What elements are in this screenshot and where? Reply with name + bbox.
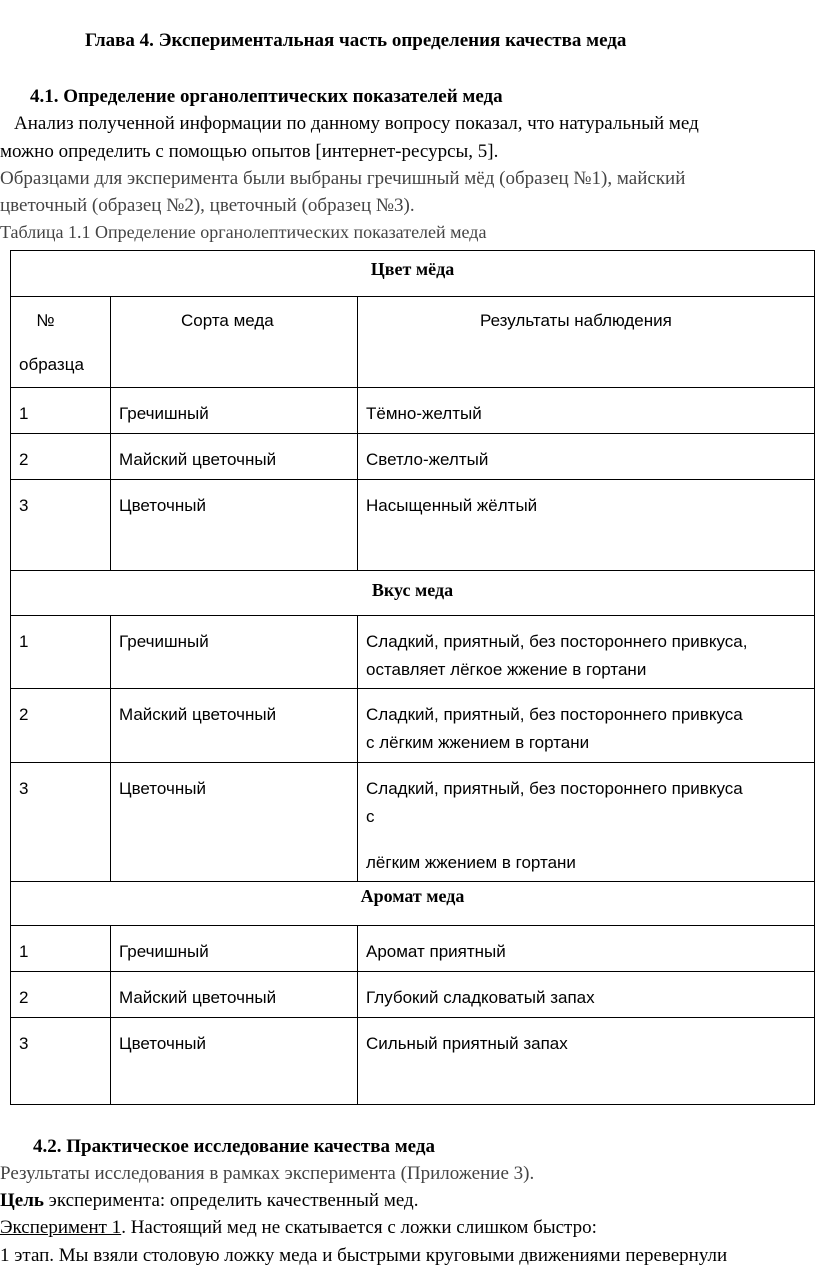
- cell-result: [358, 689, 815, 763]
- paragraph-line: цветочный (образец №2), цветочный (образец №3).: [0, 195, 415, 216]
- section-title-aroma: Аромат меда: [11, 882, 815, 926]
- table-row: [11, 616, 815, 689]
- cell-result: [358, 763, 815, 882]
- cell-result: Глубокий сладковатый запах: [358, 972, 815, 1018]
- cell-num: 3: [11, 763, 111, 882]
- cell-result-line: с: [366, 807, 375, 826]
- header-variety: Сорта меда: [111, 297, 358, 388]
- cell-num: 2: [11, 689, 111, 763]
- cell-result-line: с лёгким жжением в гортани: [366, 733, 590, 752]
- cell-result-line: лёгким жжением в гортани: [366, 853, 576, 872]
- section-title-taste: Вкус меда: [11, 571, 815, 616]
- table-row: [11, 434, 815, 480]
- section-title-color: Цвет мёда: [11, 251, 815, 297]
- header-num-symbol: №: [36, 311, 55, 330]
- cell-result: [358, 616, 815, 689]
- table-header-row: [11, 297, 815, 388]
- experiment-text: . Настоящий мед не скатывается с ложки слишком быстро:: [121, 1217, 597, 1238]
- goal-text: эксперимента: определить качественный мед.: [43, 1190, 419, 1211]
- header-results: Результаты наблюдения: [358, 297, 815, 388]
- cell-result: Насыщенный жёлтый: [358, 480, 815, 571]
- cell-num: 2: [11, 972, 111, 1018]
- paragraph-line: Анализ полученной информации по данному вопросу показал, что натуральный мед: [14, 113, 699, 134]
- paragraph-line: Образцами для эксперимента были выбраны гречишный мёд (образец №1), майский: [0, 168, 686, 189]
- cell-num: 1: [11, 926, 111, 972]
- cell-result: Светло-желтый: [358, 434, 815, 480]
- section-heading-4-2: 4.2. Практическое исследование качества меда: [33, 1136, 435, 1157]
- chapter-title: Глава 4. Экспериментальная часть определения качества меда: [85, 30, 627, 51]
- table-section-row: [11, 571, 815, 616]
- cell-result-line: Сладкий, приятный, без постороннего привкуса: [366, 779, 743, 798]
- header-sample-number: [11, 297, 111, 388]
- cell-result-line: оставляет лёгкое жжение в гортани: [366, 660, 647, 679]
- cell-variety: Майский цветочный: [111, 972, 358, 1018]
- table-row: [11, 388, 815, 434]
- table-section-row: [11, 251, 815, 297]
- cell-result: Аромат приятный: [358, 926, 815, 972]
- goal-label: Цель: [0, 1190, 44, 1211]
- goal-line: [0, 1190, 418, 1212]
- cell-variety: Цветочный: [111, 480, 358, 571]
- cell-result: Тёмно-желтый: [358, 388, 815, 434]
- cell-result: Сильный приятный запах: [358, 1018, 815, 1105]
- cell-variety: Гречишный: [111, 926, 358, 972]
- table-row: [11, 689, 815, 763]
- cell-variety: Гречишный: [111, 616, 358, 689]
- cell-num: 1: [11, 616, 111, 689]
- table-section-row: [11, 882, 815, 926]
- paragraph-line: 1 этап. Мы взяли столовую ложку меда и быстрыми круговыми движениями перевернули: [0, 1245, 728, 1266]
- cell-result-line: Сладкий, приятный, без постороннего привкуса: [366, 705, 743, 724]
- cell-num: 3: [11, 1018, 111, 1105]
- experiment-line: [0, 1217, 597, 1239]
- cell-num: 3: [11, 480, 111, 571]
- paragraph-line: Результаты исследования в рамках эксперимента (Приложение 3).: [0, 1163, 535, 1184]
- section-heading-4-1: 4.1. Определение органолептических показателей меда: [30, 86, 503, 107]
- cell-variety: Цветочный: [111, 763, 358, 882]
- cell-num: 1: [11, 388, 111, 434]
- header-num-label: образца: [19, 355, 84, 374]
- cell-variety: Цветочный: [111, 1018, 358, 1105]
- table-row: [11, 972, 815, 1018]
- cell-variety: Майский цветочный: [111, 434, 358, 480]
- cell-variety: Гречишный: [111, 388, 358, 434]
- table-row: [11, 1018, 815, 1105]
- cell-variety: Майский цветочный: [111, 689, 358, 763]
- experiment-label: Эксперимент 1: [0, 1217, 122, 1238]
- paragraph-line: можно определить с помощью опытов [интернет-ресурсы, 5].: [0, 141, 499, 162]
- table-row: [11, 926, 815, 972]
- table-caption: Таблица 1.1 Определение органолептических показателей меда: [0, 222, 487, 242]
- table-row: [11, 763, 815, 882]
- cell-result-line: Сладкий, приятный, без постороннего привкуса,: [366, 632, 748, 651]
- table-row: [11, 480, 815, 571]
- cell-num: 2: [11, 434, 111, 480]
- organoleptic-table: [10, 250, 815, 1105]
